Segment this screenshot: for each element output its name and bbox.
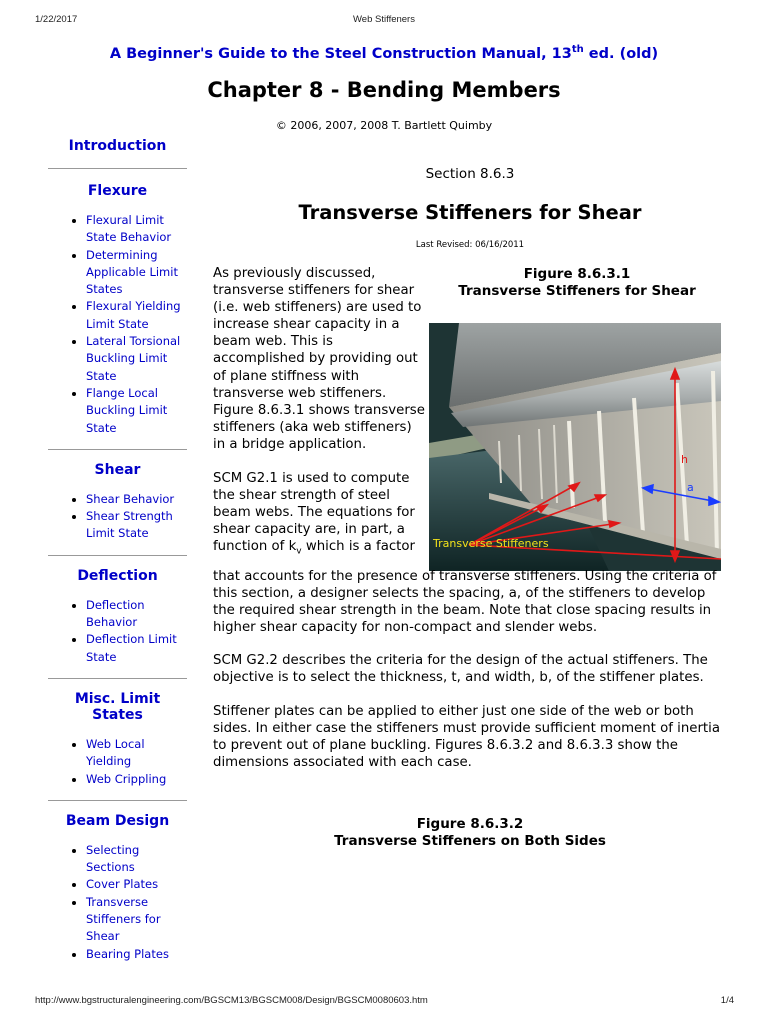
bridge-photo-drawing (429, 323, 721, 571)
sidebar-list-item (86, 894, 187, 946)
sidebar-link-lateral-torsional-buckling[interactable]: Lateral Torsional Buckling Limit State (86, 334, 181, 383)
sidebar-divider (48, 168, 187, 169)
bridge-photo (429, 323, 721, 571)
chapter-title: Chapter 8 - Bending Members (207, 78, 561, 102)
section-label: Section 8.6.3 (425, 166, 515, 182)
print-url: http://www.bgstructuralengineering.com/BGSCM13/BGSCM008/Design/BGSCM0080603.htm (35, 995, 428, 1006)
figure-1-caption (428, 266, 726, 300)
figure-2-label: Figure 8.6.3.2 (416, 816, 524, 832)
figure-2-caption (213, 816, 727, 850)
paragraph-scm-g2-2: SCM G2.2 describes the criteria for the design of the actual stiffeners. The objective is to select the thickness, t, and width, b, of the stiffener plates. (213, 653, 708, 686)
sidebar-list-item (86, 736, 187, 771)
sidebar-deflection-list (48, 597, 187, 666)
figure-1-title: Transverse Stiffeners for Shear (458, 283, 696, 299)
paragraph-scm-g2-1 (213, 470, 427, 561)
sidebar-list-item (86, 946, 187, 963)
print-date: 1/22/2017 (35, 14, 78, 25)
sidebar-list-item (86, 876, 187, 893)
sidebar-introduction-link[interactable]: Introduction (68, 138, 167, 154)
sidebar-beam-design-list (48, 842, 187, 963)
sidebar-link-web-local-yielding[interactable]: Web Local Yielding (86, 736, 145, 769)
sidebar-misc-limit-states-link[interactable]: Misc. Limit States (74, 690, 161, 723)
sidebar-link-transverse-stiffeners[interactable]: Transverse Stiffeners for Shear (86, 894, 161, 944)
sidebar-divider (48, 555, 187, 556)
copyright: © 2006, 2007, 2008 T. Bartlett Quimby (275, 119, 493, 132)
sidebar-divider (48, 800, 187, 801)
sidebar-flexure-link[interactable]: Flexure (87, 183, 148, 199)
annotation-h: h (681, 453, 688, 466)
sidebar-list-item (86, 333, 187, 385)
guide-title-suffix: ed. (old) (583, 45, 659, 62)
sidebar-link-bearing-plates[interactable]: Bearing Plates (86, 946, 169, 961)
annotation-transverse-stiffeners: Transverse Stiffeners (433, 537, 549, 550)
sidebar-list-item (86, 597, 187, 632)
intro-column (213, 265, 427, 561)
print-page-number: 1/4 (720, 995, 734, 1006)
sidebar-flexure-list (48, 212, 187, 437)
sidebar-link-determining-applicable-limit-states[interactable]: Determining Applicable Limit States (86, 247, 178, 297)
sidebar-link-flange-local-buckling[interactable]: Flange Local Buckling Limit State (86, 385, 168, 435)
section-title: Transverse Stiffeners for Shear (298, 201, 642, 224)
guide-title-link[interactable] (0, 44, 768, 62)
sidebar-link-selecting-sections[interactable]: Selecting Sections (86, 842, 140, 875)
body-text (213, 568, 727, 787)
last-revised: Last Revised: 06/16/2011 (415, 240, 525, 250)
sidebar-list-item (86, 508, 187, 543)
sidebar-shear-list (48, 491, 187, 543)
sidebar-link-deflection-limit-state[interactable]: Deflection Limit State (86, 632, 177, 664)
sidebar-list-item (86, 491, 187, 508)
sidebar-link-shear-strength[interactable]: Shear Strength Limit State (86, 509, 173, 541)
paragraph-stiffener-spacing: that accounts for the presence of transverse stiffeners. Using the criteria of this section, a designer selects the spacing, a, of the stiffeners to develop the required shear strength in the beam. Note that close spacing results in higher shear capacity for non-compact and slender webs. (213, 569, 717, 636)
print-page-title: Web Stiffeners (353, 14, 415, 25)
sidebar-divider (48, 678, 187, 679)
sidebar-link-flexural-limit-state-behavior[interactable]: Flexural Limit State Behavior (86, 213, 172, 245)
paragraph-scm-g2-1-text: SCM G2.1 is used to compute the shear strength of steel beam webs. The equations for shear capacity are, in part, a function of k (213, 471, 415, 555)
sidebar-nav (48, 138, 187, 963)
figure-2-title: Transverse Stiffeners on Both Sides (334, 833, 606, 849)
guide-title-text: A Beginner's Guide to the Steel Construction Manual, 13 (109, 45, 572, 62)
sidebar-link-web-crippling[interactable]: Web Crippling (86, 771, 167, 786)
sidebar-list-item (86, 247, 187, 299)
sidebar-list-item (86, 298, 187, 333)
sidebar-link-cover-plates[interactable]: Cover Plates (86, 877, 159, 892)
paragraph-intro: As previously discussed, transverse stiffeners for shear (i.e. web stiffeners) are used to increase shear capacity in a beam web. This is accomplished by providing out of plane stiffness with transverse web stiffeners. Figure 8.6.3.1 shows transverse stiffeners (aka web stiffeners) in a bridge application. (213, 266, 425, 452)
sidebar-list-item (86, 631, 187, 666)
sidebar-link-shear-behavior[interactable]: Shear Behavior (86, 491, 175, 506)
annotation-a: a (687, 481, 694, 494)
sidebar-link-flexural-yielding[interactable]: Flexural Yielding Limit State (86, 299, 181, 331)
sidebar-divider (48, 449, 187, 450)
sidebar-list-item (86, 771, 187, 788)
sidebar-misc-list (48, 736, 187, 788)
sidebar-list-item (86, 842, 187, 877)
paragraph-stiffener-plates: Stiffener plates can be applied to either just one side of the web or both sides. In either case the stiffeners must provide sufficient moment of inertia to prevent out of plane buckling. Figures 8.6.3.2 and 8.6.3.3 show the dimensions associated with each case. (213, 703, 720, 770)
guide-title-sup: th (571, 44, 584, 55)
sidebar-beam-design-link[interactable]: Beam Design (65, 812, 170, 829)
paragraph-scm-g2-1-tail: which is a factor (301, 539, 415, 555)
sidebar-shear-link[interactable]: Shear (94, 461, 141, 478)
sidebar-list-item (86, 385, 187, 437)
sidebar-deflection-link[interactable]: Deflection (77, 567, 158, 584)
sidebar-list-item (86, 212, 187, 247)
sidebar-link-deflection-behavior[interactable]: Deflection Behavior (86, 597, 145, 630)
kv-subscript: v (296, 547, 302, 558)
figure-1-label: Figure 8.6.3.1 (523, 266, 631, 282)
